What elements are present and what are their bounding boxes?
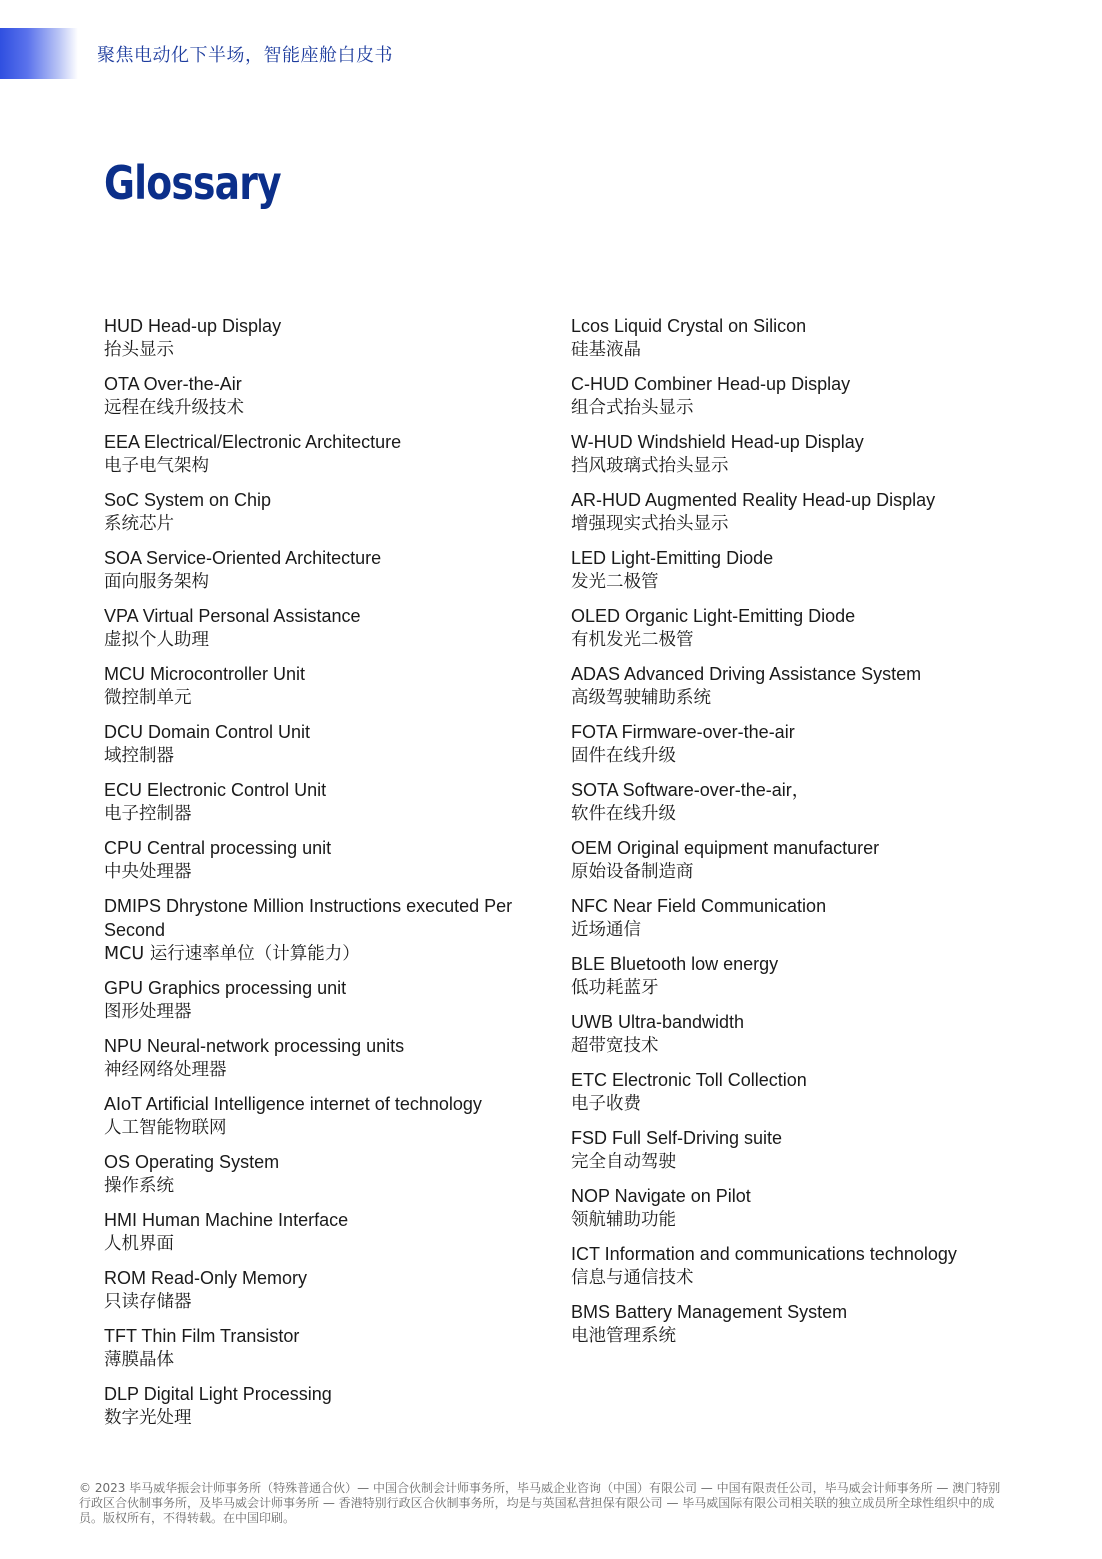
glossary-term-zh: 组合式抬头显示: [571, 398, 694, 418]
glossary-term-zh: 电子电气架构: [104, 456, 209, 476]
glossary-term-zh: 固件在线升级: [571, 746, 676, 766]
glossary-term-en: MCU Microcontroller Unit: [104, 664, 306, 684]
glossary-term-en: ICT Information and communications technology: [571, 1244, 957, 1264]
glossary-term-zh: 挡风玻璃式抬头显示: [571, 456, 729, 476]
glossary-term-zh: 人机界面: [104, 1234, 174, 1254]
glossary-term-zh: 只读存储器: [104, 1292, 192, 1312]
footer-copyright: © 2023 毕马威华振会计师事务所（特殊普通合伙）— 中国合伙制会计师事务所，毕马威企业咨询（中国）有限公司 — 中国有限责任公司，毕马威会计师事务所 — 澳门特别行政区合伙制事务所，及毕马威会计师事务所 — 香港特别行政区合伙制事务所，均是与英国私营担保有限公司 — 毕马威国际有限公司相关联的独立成员所全球性组织中的成员。版权所有，不得转载。在中国印刷。: [79, 1481, 1001, 1525]
glossary-entry: [571, 1126, 1011, 1174]
glossary-entry: [571, 836, 1011, 884]
header-accent-bar: [0, 28, 78, 79]
glossary-term-en: HMI Human Machine Interface: [104, 1210, 349, 1230]
glossary-entry: [571, 546, 1011, 594]
glossary-term-zh: 发光二极管: [571, 572, 659, 592]
glossary-term-zh: 神经网络处理器: [104, 1060, 227, 1080]
glossary-term-en: CPU Central processing unit: [104, 838, 332, 858]
glossary-term-zh: 远程在线升级技术: [104, 398, 244, 418]
glossary-term-zh: 信息与通信技术: [571, 1268, 694, 1288]
glossary-term-en: GPU Graphics processing unit: [104, 978, 347, 998]
glossary-term-en: C-HUD Combiner Head-up Display: [571, 374, 851, 394]
glossary-entry: [104, 1382, 514, 1430]
glossary-entry: [104, 778, 514, 826]
glossary-column-right: [571, 314, 1011, 1358]
glossary-entry: [571, 894, 1011, 942]
glossary-term-zh: 微控制单元: [104, 688, 192, 708]
glossary-entry: [104, 430, 514, 478]
glossary-entry: [571, 372, 1011, 420]
glossary-term-en: AR-HUD Augmented Reality Head-up Display: [571, 490, 936, 510]
glossary-term-zh: 薄膜晶体: [104, 1350, 174, 1370]
glossary-term-zh: 数字光处理: [104, 1408, 192, 1428]
glossary-entry: [104, 1150, 514, 1198]
glossary-term-en: OEM Original equipment manufacturer: [571, 838, 880, 858]
glossary-entry: [104, 1324, 514, 1372]
glossary-term-en: BMS Battery Management System: [571, 1302, 848, 1322]
glossary-term-en: VPA Virtual Personal Assistance: [104, 606, 361, 626]
glossary-entry: [571, 662, 1011, 710]
glossary-term-en: HUD Head-up Display: [104, 316, 282, 336]
glossary-term-en: EEA Electrical/Electronic Architecture: [104, 432, 402, 452]
glossary-term-zh: 中央处理器: [104, 862, 192, 882]
glossary-term-zh: 人工智能物联网: [104, 1118, 227, 1138]
glossary-term-zh: 低功耗蓝牙: [571, 978, 659, 998]
glossary-entry: [104, 894, 514, 966]
glossary-entry: [104, 976, 514, 1024]
glossary-entry: [571, 778, 1011, 826]
header-title: 聚焦电动化下半场，智能座舱白皮书: [97, 45, 393, 66]
glossary-entry: [104, 1092, 514, 1140]
glossary-entry: [104, 488, 514, 536]
glossary-entry: [104, 1208, 514, 1256]
glossary-term-en: ADAS Advanced Driving Assistance System: [571, 664, 922, 684]
glossary-term-en: DLP Digital Light Processing: [104, 1384, 332, 1404]
glossary-term-en: LED Light-Emitting Diode: [571, 548, 774, 568]
glossary-term-zh: 电子收费: [571, 1094, 641, 1114]
glossary-term-en: BLE Bluetooth low energy: [571, 954, 779, 974]
glossary-term-en: ECU Electronic Control Unit: [104, 780, 327, 800]
glossary-term-zh: 系统芯片: [104, 514, 174, 534]
glossary-entry: [104, 720, 514, 768]
glossary-term-en: TFT Thin Film Transistor: [104, 1326, 300, 1346]
glossary-column-left: [104, 314, 514, 1440]
glossary-term-en: OLED Organic Light-Emitting Diode: [571, 606, 856, 626]
glossary-term-zh: 图形处理器: [104, 1002, 192, 1022]
page-title: Glossary: [104, 156, 281, 210]
glossary-term-en: SOTA Software-over-the-air，: [571, 780, 810, 800]
glossary-term-zh: 近场通信: [571, 920, 641, 940]
glossary-term-zh: 超带宽技术: [571, 1036, 659, 1056]
glossary-term-en: W-HUD Windshield Head-up Display: [571, 432, 864, 452]
glossary-term-en: DCU Domain Control Unit: [104, 722, 311, 742]
glossary-entry: [571, 720, 1011, 768]
glossary-term-zh: 高级驾驶辅助系统: [571, 688, 711, 708]
glossary-term-zh: 虚拟个人助理: [104, 630, 209, 650]
glossary-term-zh: 操作系统: [104, 1176, 174, 1196]
glossary-entry: [571, 314, 1011, 362]
glossary-term-en: UWB Ultra-bandwidth: [571, 1012, 745, 1032]
glossary-term-en: NFC Near Field Communication: [571, 896, 827, 916]
glossary-entry: [104, 836, 514, 884]
glossary-term-en: OS Operating System: [104, 1152, 280, 1172]
glossary-term-zh: 电子控制器: [104, 804, 192, 824]
glossary-term-zh: 领航辅助功能: [571, 1210, 676, 1230]
glossary-term-en: Lcos Liquid Crystal on Silicon: [571, 316, 807, 336]
glossary-term-en: FOTA Firmware-over-the-air: [571, 722, 795, 742]
glossary-entry: [104, 372, 514, 420]
glossary-term-en: ETC Electronic Toll Collection: [571, 1070, 807, 1090]
glossary-entry: [571, 488, 1011, 536]
glossary-term-en: FSD Full Self-Driving suite: [571, 1128, 783, 1148]
glossary-term-zh: 域控制器: [104, 746, 174, 766]
glossary-entry: [104, 1266, 514, 1314]
glossary-term-en: AIoT Artificial Intelligence internet of technology: [104, 1094, 482, 1114]
glossary-term-zh: 面向服务架构: [104, 572, 209, 592]
glossary-entry: [571, 952, 1011, 1000]
glossary-term-zh: MCU 运行速率单位（计算能力）: [104, 944, 360, 964]
glossary-entry: [571, 1184, 1011, 1232]
glossary-entry: [571, 1300, 1011, 1348]
glossary-term-en: OTA Over-the-Air: [104, 374, 242, 394]
glossary-entry: [104, 314, 514, 362]
glossary-term-zh: 硅基液晶: [571, 340, 641, 360]
glossary-term-zh: 软件在线升级: [571, 804, 676, 824]
glossary-term-en: SOA Service-Oriented Architecture: [104, 548, 382, 568]
glossary-entry: [104, 604, 514, 652]
glossary-entry: [104, 546, 514, 594]
glossary-term-zh: 抬头显示: [104, 340, 174, 360]
glossary-term-en: ROM Read-Only Memory: [104, 1268, 308, 1288]
glossary-entry: [571, 604, 1011, 652]
glossary-entry: [104, 1034, 514, 1082]
glossary-term-en: SoC System on Chip: [104, 490, 272, 510]
glossary-term-zh: 有机发光二极管: [571, 630, 694, 650]
glossary-entry: [571, 430, 1011, 478]
glossary-term-zh: 完全自动驾驶: [571, 1152, 676, 1172]
glossary-term-zh: 原始设备制造商: [571, 862, 694, 882]
glossary-term-en: DMIPS Dhrystone Million Instructions executed Per Second: [104, 896, 513, 940]
glossary-entry: [571, 1068, 1011, 1116]
glossary-entry: [571, 1242, 1011, 1290]
glossary-term-en: NOP Navigate on Pilot: [571, 1186, 751, 1206]
glossary-term-zh: 增强现实式抬头显示: [571, 514, 729, 534]
glossary-term-zh: 电池管理系统: [571, 1326, 676, 1346]
glossary-term-en: NPU Neural-network processing units: [104, 1036, 405, 1056]
glossary-entry: [571, 1010, 1011, 1058]
glossary-entry: [104, 662, 514, 710]
